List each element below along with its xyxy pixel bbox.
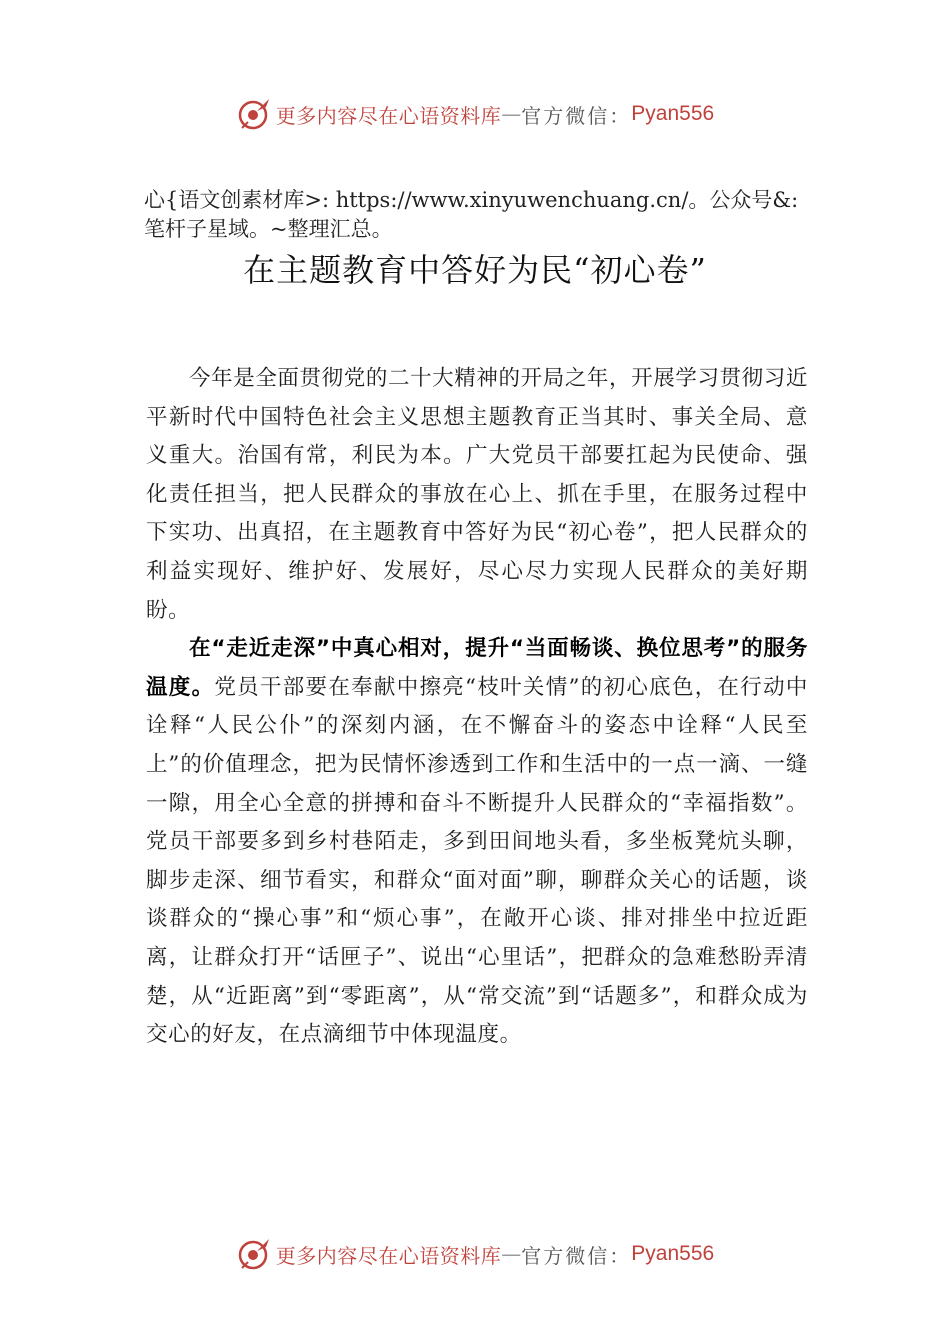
banner-dash: — — [501, 1242, 522, 1266]
quill-logo-icon — [236, 96, 272, 132]
banner-promo-text: 更多内容尽在心语资料库 — [275, 1243, 502, 1268]
paragraph-2-body: 党员干部要在奉献中擦亮“枝叶关情”的初心底色，在行动中诠释“人民公仆”的深刻内涵，在不懈奋斗的姿态中诠释“人民至上”的价值理念，把为民情怀渗透到工作和生活中的一点一滴、一缝一隙，用全心全意的拼搏和奋斗不断提升人民群众的“幸福指数”。党员干部要多到乡村巷陌走，多到田间地头看，多坐板凳炕头聊，脚步走深、细节看实，和群众“面对面”聊，聊群众关心的话题，谈谈群众的“操心事”和“烦心事”，在敞开心谈、排对排坐中拉近距离，让群众打开“话匣子”、说出“心里话”，把群众的急难愁盼弄清楚，从“近距离”到“零距离”，从“常交流”到“话题多”，和群众成为交心的好友，在点滴细节中体现温度。 — [146, 674, 808, 1048]
banner-dash: — — [501, 102, 522, 126]
source-line: 心{语文创素材库>: https://www.xinyuwenchuang.cn/。公众号&: 笔杆子星域。~整理汇总。 — [144, 188, 799, 241]
banner-wechat-id: Pyan556 — [631, 102, 715, 125]
banner-wechat-label: 官方微信： — [521, 103, 632, 128]
paragraph-2 — [146, 630, 808, 1055]
banner-promo-text: 更多内容尽在心语资料库 — [275, 103, 502, 128]
banner-wechat-id: Pyan556 — [631, 1242, 715, 1265]
paragraph-2-lead: 在“走近走深”中真心相对，提升“当面畅谈、换位思考”的服务温度。 — [146, 636, 808, 700]
paragraph-1: 今年是全面贯彻党的二十大精神的开局之年，开展学习贯彻习近平新时代中国特色社会主义思想主题教育正当其时、事关全局、意义重大。治国有常，利民为本。广大党员干部要扛起为民使命、强化责任担当，把人民群众的事放在心上、抓在手里，在服务过程中下实功、出真招，在主题教育中答好为民“初心卷”，把人民群众的利益实现好、维护好、发展好，尽心尽力实现人民群众的美好期盼。 — [146, 366, 808, 623]
header-banner — [0, 92, 950, 136]
footer-banner — [0, 1232, 950, 1276]
quill-logo-icon — [236, 1236, 272, 1272]
banner-wechat-label: 官方微信： — [521, 1243, 632, 1268]
article-body — [146, 360, 808, 1055]
article-title: 在主题教育中答好为民“初心卷” — [243, 251, 707, 289]
